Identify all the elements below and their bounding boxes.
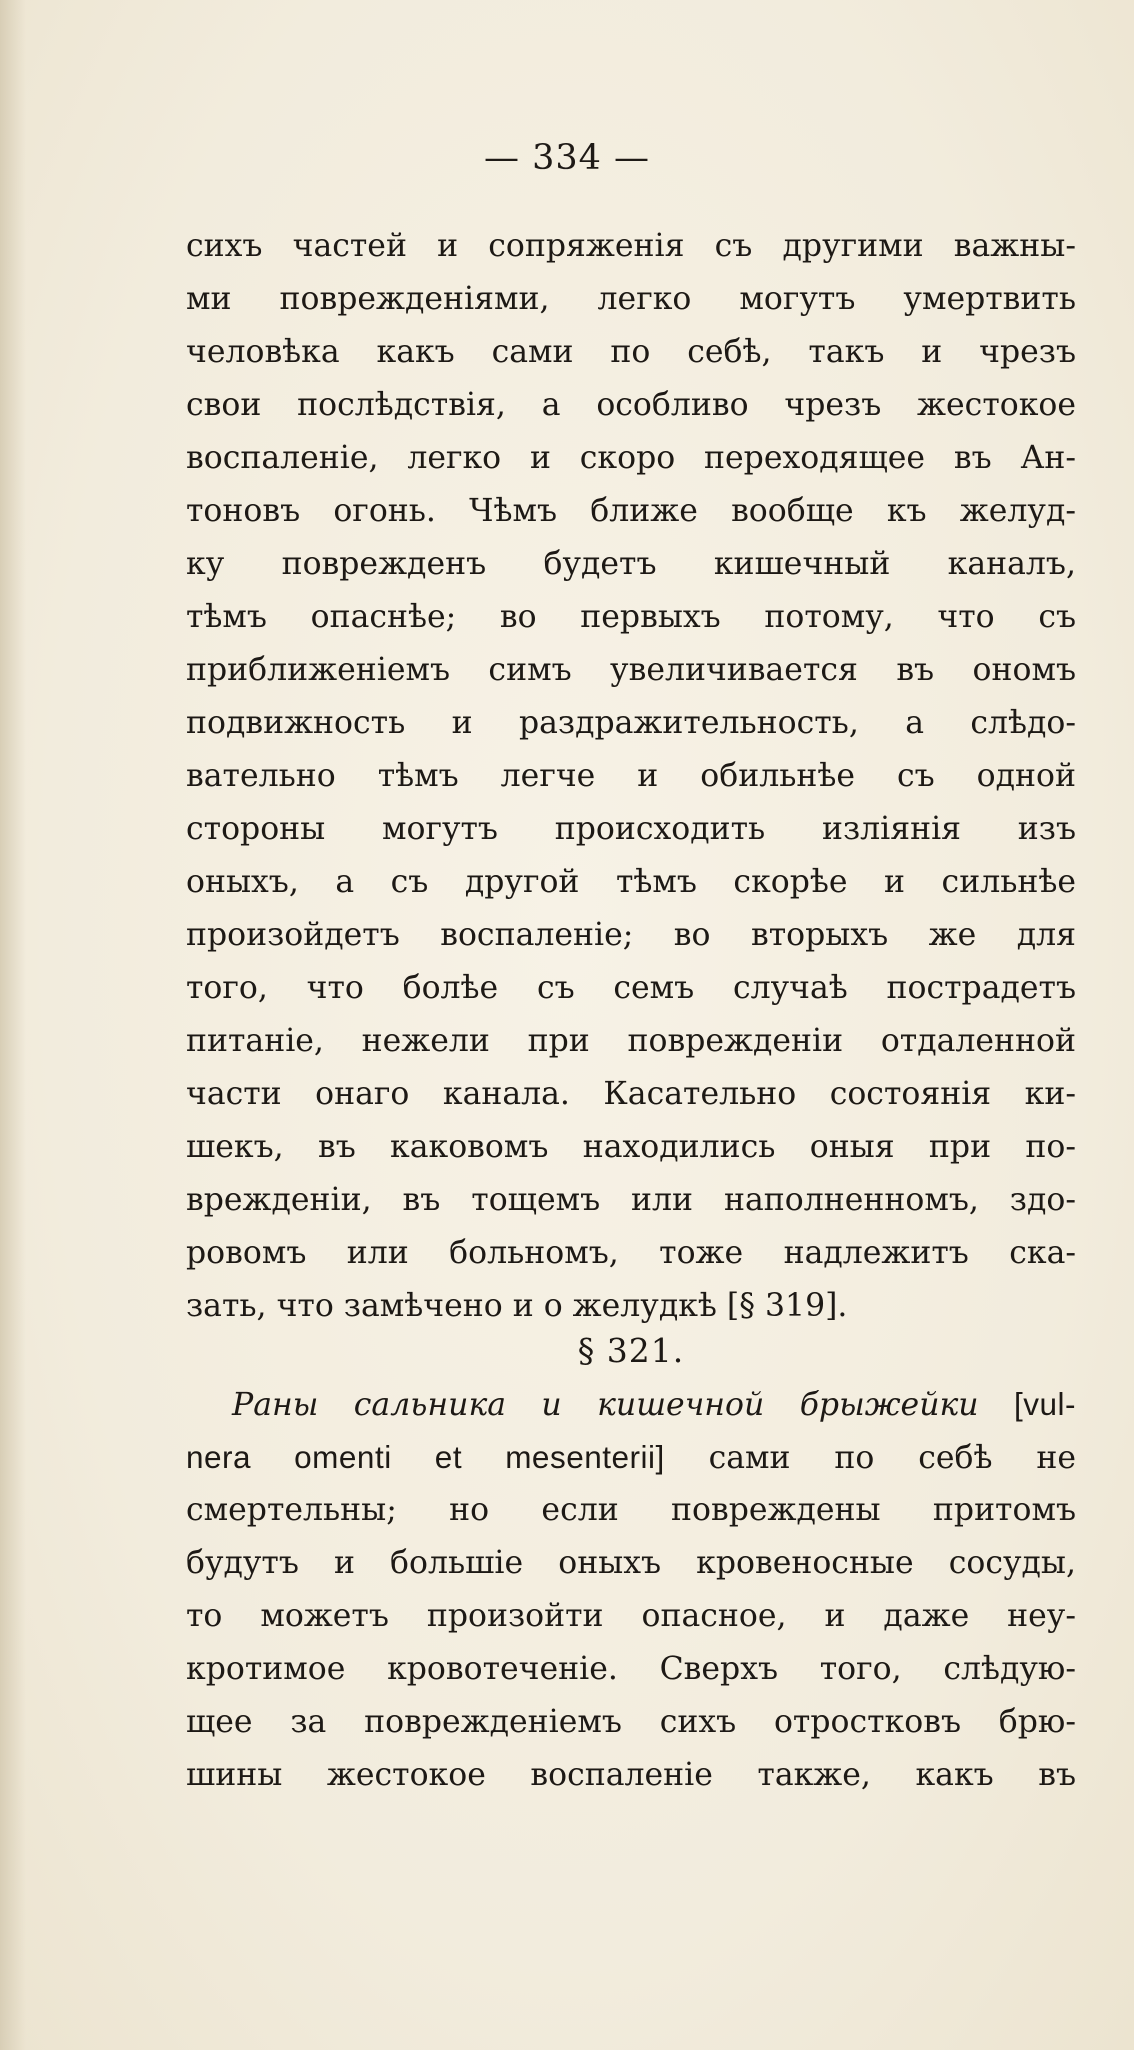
italic-title: Раны сальника и кишечной брыжейки — [232, 1387, 979, 1423]
paragraph-two — [186, 1378, 1076, 1802]
paragraph-one — [186, 220, 1076, 1333]
section-heading-block — [186, 1324, 1076, 1377]
text-line: щее за поврежденіемъ сихъ отростковъ брю- — [186, 1704, 1076, 1740]
text-line: то можетъ произойти опасное, и даже неу- — [186, 1598, 1076, 1634]
text-line: ку поврежденъ будетъ кишечный каналъ, — [186, 546, 1076, 582]
text-line — [186, 1431, 1076, 1484]
text-line: тоновъ огонь. Чѣмъ ближе вообще къ желуд- — [186, 493, 1076, 529]
text-line — [186, 1378, 1076, 1431]
text-line: произойдетъ воспаленіе; во вторыхъ же для — [186, 917, 1076, 953]
text-line: врежденіи, въ тощемъ или наполненномъ, здо- — [186, 1182, 1076, 1218]
text-line: подвижность и раздражительность, а слѣдо- — [186, 705, 1076, 741]
text-line: смертельны; но если повреждены притомъ — [186, 1492, 1076, 1528]
text-line: шекъ, въ каковомъ находились оныя при по- — [186, 1129, 1076, 1165]
latin-term-close: nera omenti et mesenterii] — [186, 1439, 665, 1475]
text-line: стороны могутъ происходить изліянія изъ — [186, 811, 1076, 847]
text-line: кротимое кровотеченіе. Сверхъ того, слѣдую- — [186, 1651, 1076, 1687]
line-rest: сами по себѣ не — [708, 1440, 1076, 1476]
text-line: ми поврежденіями, легко могутъ умертвить — [186, 281, 1076, 317]
text-line: сихъ частей и сопряженія съ другими важны- — [186, 228, 1076, 264]
text-line: питаніе, нежели при поврежденіи отдаленной — [186, 1023, 1076, 1059]
text-line: части онаго канала. Касательно состоянія ки- — [186, 1076, 1076, 1112]
page-gutter-shadow — [0, 0, 26, 2050]
text-line: приближеніемъ симъ увеличивается въ ономъ — [186, 652, 1076, 688]
text-line: того, что болѣе съ семъ случаѣ пострадетъ — [186, 970, 1076, 1006]
text-line: шины жестокое воспаленіе также, какъ въ — [186, 1757, 1076, 1793]
latin-term-open: [vul- — [1013, 1386, 1076, 1422]
text-line: ровомъ или больномъ, тоже надлежитъ ска- — [186, 1235, 1076, 1271]
text-line: воспаленіе, легко и скоро переходящее въ Ан- — [186, 440, 1076, 476]
text-line: зать, что замѣчено и о желудкѣ [§ 319]. — [186, 1288, 848, 1324]
text-line: свои послѣдствія, а особливо чрезъ жестокое — [186, 387, 1076, 423]
text-line: вательно тѣмъ легче и обильнѣе съ одной — [186, 758, 1076, 794]
text-line: человѣка какъ сами по себѣ, такъ и чрезъ — [186, 334, 1076, 370]
section-heading: § 321. — [577, 1331, 685, 1370]
text-line: оныхъ, а съ другой тѣмъ скорѣе и сильнѣе — [186, 864, 1076, 900]
page-number: — 334 — — [483, 138, 651, 178]
text-line: будутъ и большіе оныхъ кровеносные сосуды, — [186, 1545, 1076, 1581]
text-line: тѣмъ опаснѣе; во первыхъ потому, что съ — [186, 599, 1076, 635]
